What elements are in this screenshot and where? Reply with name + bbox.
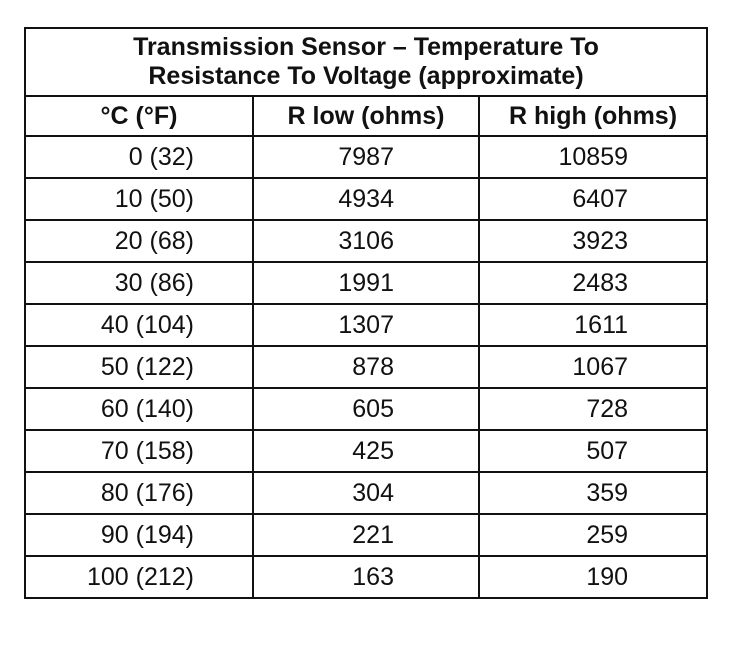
column-header-r-high: R high (ohms) xyxy=(479,96,707,136)
table-title xyxy=(25,28,707,96)
r-low-cell: 304 xyxy=(253,472,479,514)
r-high-cell: 259 xyxy=(479,514,707,556)
r-high-cell: 359 xyxy=(479,472,707,514)
table-row xyxy=(25,472,707,514)
table-row xyxy=(25,262,707,304)
r-high-cell: 728 xyxy=(479,388,707,430)
r-high-cell: 2483 xyxy=(479,262,707,304)
r-low-cell: 7987 xyxy=(253,136,479,178)
table-row xyxy=(25,346,707,388)
r-low-cell: 163 xyxy=(253,556,479,598)
r-low-cell: 878 xyxy=(253,346,479,388)
temperature-cell: 40 (104) xyxy=(25,304,253,346)
temperature-cell: 30 (86) xyxy=(25,262,253,304)
r-high-cell: 507 xyxy=(479,430,707,472)
table-row xyxy=(25,304,707,346)
r-low-cell: 3106 xyxy=(253,220,479,262)
sensor-table-container xyxy=(24,27,706,599)
temperature-cell: 20 (68) xyxy=(25,220,253,262)
temperature-cell: 10 (50) xyxy=(25,178,253,220)
r-high-cell: 1611 xyxy=(479,304,707,346)
temperature-cell: 80 (176) xyxy=(25,472,253,514)
r-high-cell: 190 xyxy=(479,556,707,598)
table-row xyxy=(25,556,707,598)
header-row xyxy=(25,96,707,136)
table-row xyxy=(25,220,707,262)
r-high-cell: 6407 xyxy=(479,178,707,220)
title-row xyxy=(25,28,707,96)
temperature-cell: 90 (194) xyxy=(25,514,253,556)
table-title-line-1: Transmission Sensor – Temperature To xyxy=(133,33,599,61)
r-low-cell: 605 xyxy=(253,388,479,430)
table-title-line-2: Resistance To Voltage (approximate) xyxy=(148,62,584,90)
r-high-cell: 10859 xyxy=(479,136,707,178)
r-high-cell: 1067 xyxy=(479,346,707,388)
temperature-cell: 70 (158) xyxy=(25,430,253,472)
table-row xyxy=(25,136,707,178)
table-body xyxy=(25,136,707,598)
table-row xyxy=(25,514,707,556)
table-row xyxy=(25,388,707,430)
r-low-cell: 4934 xyxy=(253,178,479,220)
temperature-cell: 0 (32) xyxy=(25,136,253,178)
column-header-r-low: R low (ohms) xyxy=(253,96,479,136)
temperature-cell: 50 (122) xyxy=(25,346,253,388)
r-low-cell: 1991 xyxy=(253,262,479,304)
temperature-cell: 60 (140) xyxy=(25,388,253,430)
r-high-cell: 3923 xyxy=(479,220,707,262)
sensor-resistance-table xyxy=(24,27,708,599)
r-low-cell: 425 xyxy=(253,430,479,472)
column-header-temperature: °C (°F) xyxy=(25,96,253,136)
table-row xyxy=(25,178,707,220)
temperature-cell: 100 (212) xyxy=(25,556,253,598)
r-low-cell: 221 xyxy=(253,514,479,556)
table-row xyxy=(25,430,707,472)
r-low-cell: 1307 xyxy=(253,304,479,346)
